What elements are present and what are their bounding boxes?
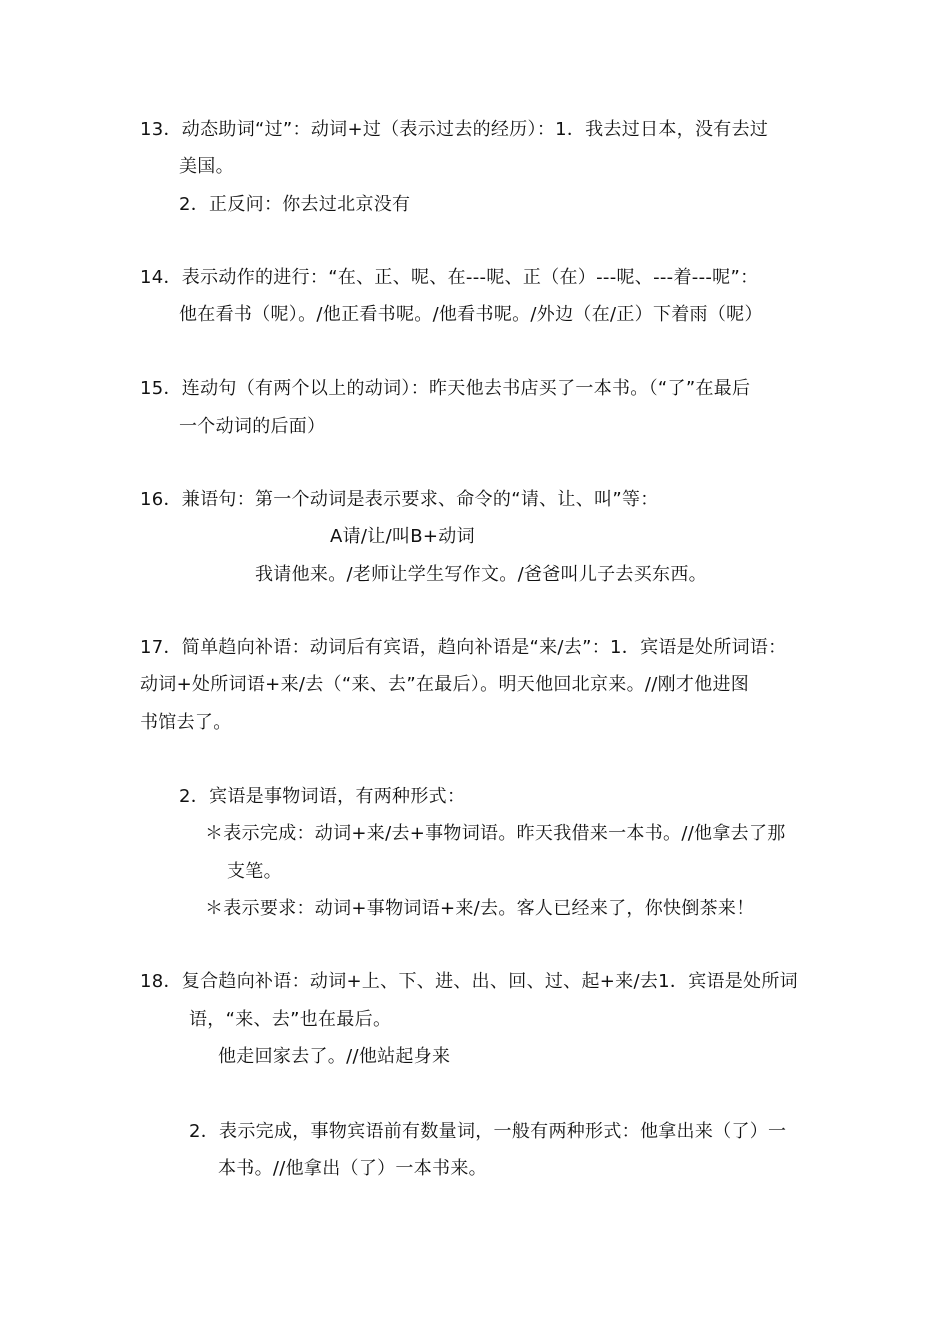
item-15-line-1: 15．连动句（有两个以上的动词）：昨天他去书店买了一本书。（“了”在最后 — [140, 378, 751, 399]
item-16-line-1: 16．兼语句：第一个动词是表示要求、命令的“请、让、叫”等： — [140, 489, 659, 510]
item-18-line-1: 18．复合趋向补语：动词+上、下、进、出、回、过、起+来/去1．宾语是处所词 — [140, 971, 798, 992]
item-17-bullet-1-line-2: 支笔。 — [227, 861, 282, 882]
item-17-line-3: 书馆去了。 — [140, 712, 232, 733]
item-13-line-1: 13．动态助词“过”：动词+过（表示过去的经历）：1．我去过日本，没有去过 — [140, 119, 769, 140]
item-15-line-2: 一个动词的后面） — [179, 416, 326, 437]
item-13-sub-2: 2．正反问：你去过北京没有 — [179, 194, 411, 215]
item-18-line-2: 语，“来、去”也在最后。 — [189, 1009, 392, 1030]
item-17-sub-2: 2．宾语是事物词语，有两种形式： — [179, 786, 466, 807]
item-14-line-1: 14．表示动作的进行：“在、正、呢、在---呢、正（在）---呢、---着---呢”： — [140, 267, 759, 288]
item-16-formula: A请/让/叫B+动词 — [330, 526, 475, 547]
item-13-line-2: 美国。 — [179, 156, 234, 177]
item-18-sub-2-line-2: 本书。//他拿出（了）一本书来。 — [218, 1158, 487, 1179]
item-18-example: 他走回家去了。//他站起身来 — [218, 1046, 451, 1067]
item-18-sub-2-line-1: 2．表示完成，事物宾语前有数量词，一般有两种形式：他拿出来（了）一 — [189, 1121, 787, 1142]
item-17-line-2: 动词+处所词语+来/去（“来、去”在最后）。明天他回北京来。//刚才他进图 — [140, 674, 750, 695]
item-17-bullet-2: ＊表示要求：动词+事物词语+来/去。客人已经来了，你快倒茶来！ — [205, 898, 755, 919]
item-14-line-2: 他在看书（呢）。/他正看书呢。/他看书呢。/外边（在/正）下着雨（呢） — [179, 304, 763, 325]
item-17-bullet-1-line-1: ＊表示完成：动词+来/去+事物词语。昨天我借来一本书。//他拿去了那 — [205, 823, 786, 844]
item-17-line-1: 17．简单趋向补语：动词后有宾语，趋向补语是“来/去”：1．宾语是处所词语： — [140, 637, 787, 658]
item-16-examples: 我请他来。/老师让学生写作文。/爸爸叫儿子去买东西。 — [255, 564, 707, 585]
